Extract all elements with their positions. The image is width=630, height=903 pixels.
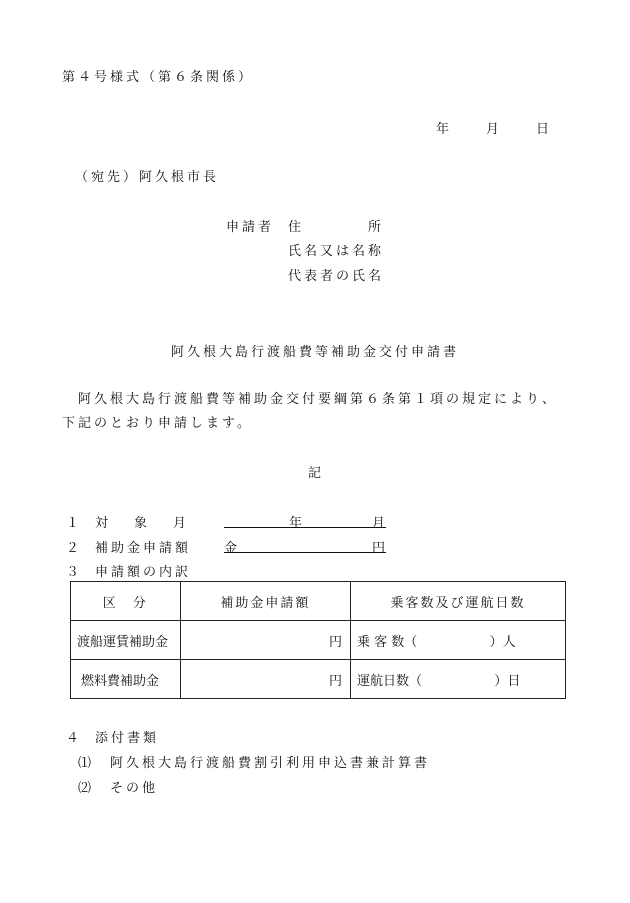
item-1-number: １ [66,516,80,531]
item-3-number: ３ [66,565,80,580]
row-1-detail-unit: ）人 [489,634,516,650]
table-header-row [71,582,566,621]
attachment-2-number: ⑵ [78,781,92,796]
addressee: （宛先）阿久根市長 [75,170,220,185]
applicant-address-label: 住 所 [288,220,385,235]
item-1-label: 対 象 月 [95,516,187,531]
row-2-detail [351,660,566,699]
header-amount: 補助金申請額 [180,582,350,621]
breakdown-table [70,581,566,699]
item-2-number: ２ [66,541,80,556]
item-1-underline [224,527,386,528]
header-passengers-days: 乗客数及び運航日数 [351,582,566,621]
body-line-2: 下記のとおり申請します。 [62,416,253,431]
item-1-year: 年 [289,516,303,531]
row-1-detail-label: 乗 客 数（ [357,634,418,650]
row-1-detail [351,621,566,660]
body-line-1: 阿久根大島行渡船費等補助金交付要綱第６条第１項の規定により、 [78,392,559,407]
item-2-label: 補助金申請額 [95,541,192,556]
item-2-prefix: 金 [224,541,238,556]
item-1-month: 月 [372,516,386,531]
applicant-label: 申請者 [226,220,275,235]
applicant-name-label: 氏名又は名称 [288,244,385,259]
row-2-amount-yen: 円 [180,660,350,699]
row-2-detail-unit: ）日 [494,673,521,689]
attachment-1-text: 阿久根大島行渡船費割引利用申込書兼計算書 [110,756,431,771]
date-day-label: 日 [536,122,550,137]
table-row [71,621,566,660]
item-3-label: 申請額の内訳 [95,565,192,580]
attachment-2-text: その他 [110,781,159,796]
date-year-label: 年 [436,122,450,137]
table-row [71,660,566,699]
header-category: 区 分 [71,582,181,621]
item-2-yen: 円 [372,541,386,556]
date-month-label: 月 [486,122,500,137]
row-2-category: 燃料費補助金 [71,660,181,699]
item-2-underline [224,552,386,553]
ki-label: 記 [308,466,322,481]
form-number-label: 第４号様式（第６条関係） [62,70,255,85]
attachment-1-number: ⑴ [78,756,92,771]
row-1-amount-yen: 円 [180,621,350,660]
document-title: 阿久根大島行渡船費等補助金交付申請書 [170,345,459,360]
row-1-category: 渡船運賃補助金 [71,621,181,660]
item-4-label: 添付書類 [95,731,160,746]
item-4-number: ４ [66,731,80,746]
row-2-detail-label: 運航日数（ [357,673,423,689]
applicant-representative-label: 代表者の氏名 [288,269,385,284]
